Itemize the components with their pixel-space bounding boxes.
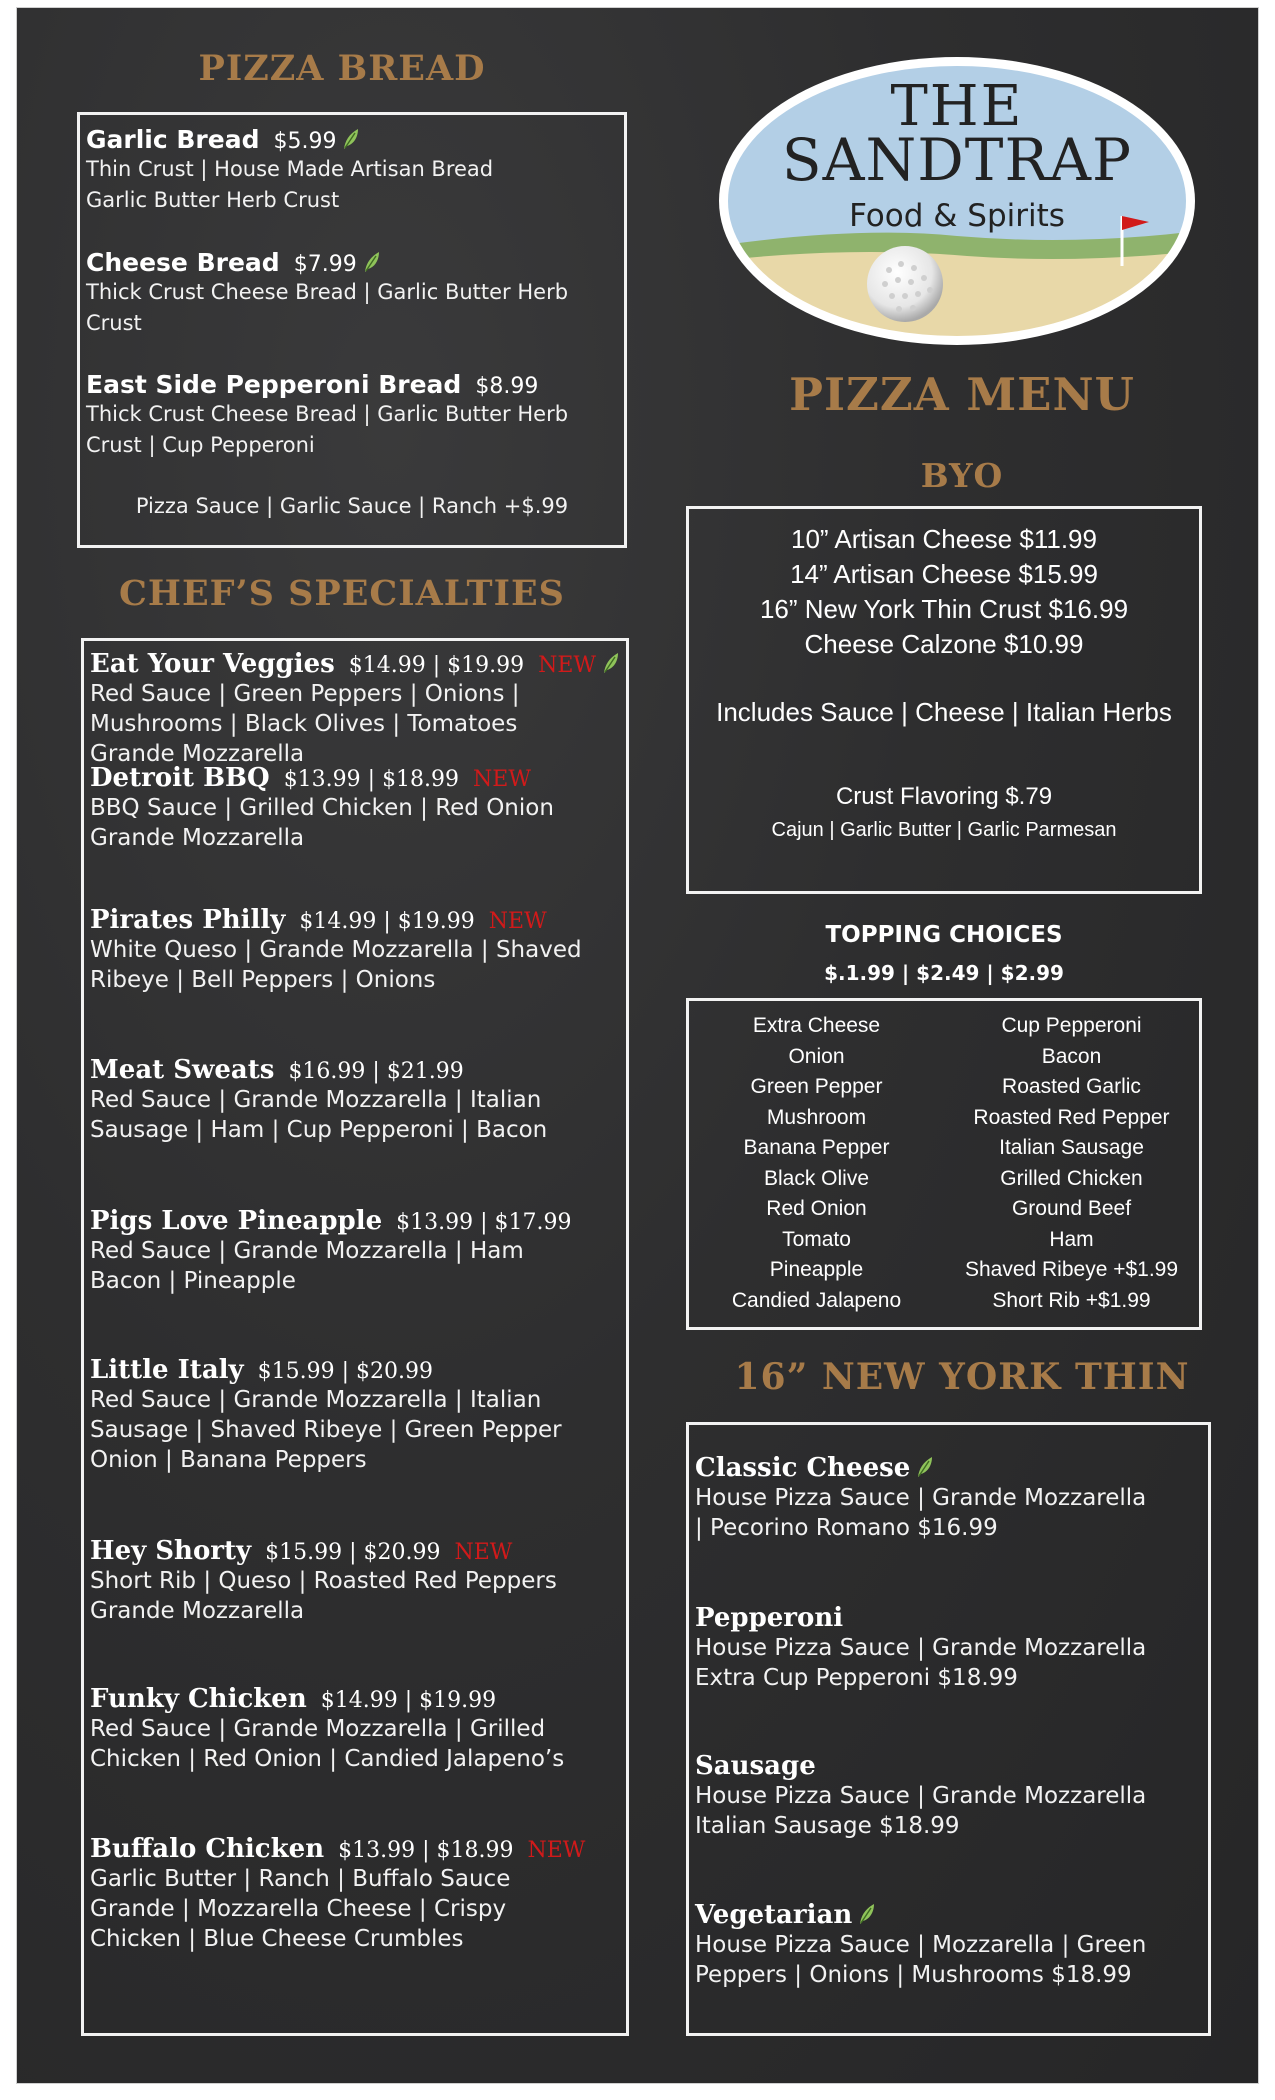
item-description: Red Sauce | Grande Mozzarella | Ham bbox=[90, 1238, 524, 1264]
item-price: $13.99 | $17.99 bbox=[396, 1210, 572, 1235]
item-price: $13.99 | $18.99 bbox=[338, 1838, 514, 1863]
topping-item: Onion bbox=[788, 1044, 845, 1068]
vegetarian-leaf-icon bbox=[602, 651, 620, 675]
logo-tagline: Food & Spirits bbox=[849, 198, 1065, 234]
sandtrap-logo bbox=[717, 56, 1197, 346]
item-description: Sausage | Shaved Ribeye | Green Pepper bbox=[90, 1417, 562, 1443]
item-description: Red Sauce | Grande Mozzarella | Italian bbox=[90, 1087, 542, 1113]
topping-item: Short Rib +$1.99 bbox=[992, 1288, 1151, 1312]
vegetarian-leaf-icon bbox=[363, 250, 381, 274]
topping-item: Roasted Red Pepper bbox=[973, 1105, 1170, 1129]
item-description: Thin Crust | House Made Artisan Bread bbox=[86, 157, 494, 181]
new-badge: NEW bbox=[527, 1838, 586, 1863]
byo-size-list bbox=[689, 522, 1199, 662]
specialty-title bbox=[90, 1684, 564, 1714]
item-price: $8.99 bbox=[475, 374, 539, 399]
specialty-title bbox=[90, 649, 620, 679]
specialty-title bbox=[90, 763, 554, 793]
item-description: House Pizza Sauce | Mozzarella | Green bbox=[695, 1932, 1147, 1958]
chefs-specialties-box bbox=[81, 638, 629, 2036]
item-description: Crust | Cup Pepperoni bbox=[86, 433, 315, 457]
byo-includes: Includes Sauce | Cheese | Italian Herbs bbox=[716, 697, 1172, 727]
new-badge: NEW bbox=[488, 909, 547, 934]
topping-item: Black Olive bbox=[763, 1166, 870, 1190]
item-description: Onion | Banana Peppers bbox=[90, 1447, 367, 1473]
item-price: $15.99 | $20.99 bbox=[265, 1540, 441, 1565]
topping-prices: $.1.99 | $2.49 | $2.99 bbox=[824, 961, 1064, 985]
specialty-item bbox=[90, 905, 582, 995]
topping-item: Italian Sausage bbox=[999, 1136, 1144, 1159]
item-description: Ribeye | Bell Peppers | Onions bbox=[90, 967, 436, 993]
topping-choices-heading: TOPPING CHOICES bbox=[825, 922, 1063, 948]
item-price: $7.99 bbox=[293, 252, 357, 277]
item-name: Garlic Bread bbox=[86, 125, 260, 154]
ny-thin-item bbox=[695, 1453, 1146, 1543]
menu-board bbox=[17, 8, 1258, 2083]
ny-thin-box bbox=[686, 1422, 1211, 2036]
item-name: Funky Chicken bbox=[90, 1684, 307, 1714]
pizza-bread-item bbox=[86, 248, 568, 339]
ny-thin-item bbox=[695, 1603, 1146, 1693]
item-description: Red Sauce | Grande Mozzarella | Italian bbox=[90, 1387, 542, 1413]
chefs-specialties-heading: CHEF’S SPECIALTIES bbox=[119, 573, 565, 614]
item-name: Pepperoni bbox=[695, 1603, 844, 1633]
item-name: Detroit BBQ bbox=[90, 763, 270, 793]
topping-item: Banana Pepper bbox=[743, 1136, 890, 1159]
ny-thin-heading: 16” NEW YORK THIN bbox=[734, 1356, 1190, 1398]
item-description: Mushrooms | Black Olives | Tomatoes bbox=[90, 711, 518, 737]
specialty-item bbox=[90, 1055, 547, 1145]
ny-thin-title bbox=[695, 1453, 1146, 1483]
item-description: Grande Mozzarella bbox=[90, 741, 305, 767]
item-price: $16.99 | $21.99 bbox=[288, 1059, 464, 1084]
specialty-title bbox=[90, 1206, 571, 1236]
specialty-item bbox=[90, 649, 620, 769]
topping-item: Bacon bbox=[1041, 1044, 1102, 1068]
specialty-title bbox=[90, 1536, 557, 1566]
pizza-bread-item bbox=[86, 125, 493, 216]
specialty-item bbox=[90, 1834, 585, 1954]
specialty-title bbox=[90, 905, 582, 935]
logo-title-line2: SANDTRAP bbox=[781, 126, 1133, 194]
item-description: House Pizza Sauce | Grande Mozzarella bbox=[695, 1485, 1147, 1511]
item-description: White Queso | Grande Mozzarella | Shaved bbox=[90, 937, 582, 963]
pizza-bread-item bbox=[86, 370, 568, 461]
item-description: Sausage | Ham | Cup Pepperoni | Bacon bbox=[90, 1117, 548, 1143]
specialty-item bbox=[90, 1206, 571, 1296]
item-description: Bacon | Pineapple bbox=[90, 1268, 296, 1294]
byo-size-item: 10” Artisan Cheese $11.99 bbox=[791, 524, 1097, 554]
item-name: Pigs Love Pineapple bbox=[90, 1206, 383, 1236]
item-price: $14.99 | $19.99 bbox=[299, 909, 475, 934]
item-description: Garlic Butter | Ranch | Buffalo Sauce bbox=[90, 1866, 511, 1892]
item-description: Grande Mozzarella bbox=[90, 1598, 305, 1624]
toppings-left-column bbox=[689, 1011, 944, 1316]
crust-flavoring-options: Cajun | Garlic Butter | Garlic Parmesan bbox=[771, 819, 1117, 841]
item-name: Sausage bbox=[695, 1751, 816, 1781]
item-price: $13.99 | $18.99 bbox=[283, 767, 460, 792]
topping-item: Pineapple bbox=[769, 1258, 864, 1281]
item-name: Pirates Philly bbox=[90, 905, 286, 935]
item-description: Grande Mozzarella bbox=[90, 825, 305, 851]
item-name: Vegetarian bbox=[695, 1900, 853, 1930]
topping-item: Cup Pepperoni bbox=[1001, 1014, 1142, 1037]
item-description: House Pizza Sauce | Grande Mozzarella bbox=[695, 1635, 1147, 1661]
item-name: Classic Cheese bbox=[695, 1453, 911, 1483]
item-description: Extra Cup Pepperoni $18.99 bbox=[695, 1665, 1018, 1691]
item-description: Peppers | Onions | Mushrooms $18.99 bbox=[695, 1962, 1132, 1988]
item-description: Thick Crust Cheese Bread | Garlic Butter Herb bbox=[86, 402, 569, 426]
topping-item: Tomato bbox=[782, 1227, 851, 1251]
byo-box bbox=[686, 506, 1202, 894]
byo-heading: BYO bbox=[920, 456, 1004, 495]
item-description: Crust bbox=[86, 311, 142, 335]
item-description: Red Sauce | Grande Mozzarella | Grilled bbox=[90, 1716, 546, 1742]
item-name: Cheese Bread bbox=[86, 248, 280, 277]
specialty-item bbox=[90, 1536, 557, 1626]
byo-size-item: 14” Artisan Cheese $15.99 bbox=[790, 559, 1098, 589]
item-description: Short Rib | Queso | Roasted Red Peppers bbox=[90, 1568, 557, 1594]
vegetarian-leaf-icon bbox=[858, 1902, 876, 1926]
ny-thin-title bbox=[695, 1603, 1146, 1633]
crust-flavoring-label: Crust Flavoring $.79 bbox=[835, 783, 1053, 810]
item-price: $5.99 bbox=[273, 129, 337, 154]
pizza-bread-box bbox=[77, 112, 627, 548]
ny-thin-item bbox=[695, 1751, 1146, 1841]
item-name: East Side Pepperoni Bread bbox=[86, 370, 462, 399]
specialty-item bbox=[90, 763, 554, 853]
topping-item: Mushroom bbox=[766, 1105, 867, 1129]
item-description: House Pizza Sauce | Grande Mozzarella bbox=[695, 1783, 1147, 1809]
item-description: Italian Sausage $18.99 bbox=[695, 1813, 960, 1839]
ny-thin-title bbox=[695, 1751, 1146, 1781]
topping-item: Extra Cheese bbox=[752, 1014, 881, 1037]
topping-item: Red Onion bbox=[766, 1197, 867, 1220]
item-description: Chicken | Red Onion | Candied Jalapeno’s bbox=[90, 1746, 565, 1772]
item-description: Thick Crust Cheese Bread | Garlic Butter Herb bbox=[86, 280, 569, 304]
topping-item: Green Pepper bbox=[750, 1075, 883, 1098]
topping-item: Grilled Chicken bbox=[1000, 1166, 1143, 1190]
new-badge: NEW bbox=[538, 653, 597, 678]
new-badge: NEW bbox=[473, 767, 531, 792]
ny-thin-item bbox=[695, 1900, 1146, 1990]
vegetarian-leaf-icon bbox=[916, 1455, 934, 1479]
item-description: Red Sauce | Green Peppers | Onions | bbox=[90, 681, 520, 707]
item-name: Eat Your Veggies bbox=[90, 649, 335, 679]
specialty-title bbox=[90, 1834, 585, 1864]
item-name: Little Italy bbox=[90, 1355, 244, 1385]
topping-item: Ham bbox=[1049, 1227, 1094, 1251]
specialty-item bbox=[90, 1684, 564, 1774]
item-description: | Pecorino Romano $16.99 bbox=[695, 1515, 998, 1541]
logo-title-line1: THE bbox=[890, 74, 1024, 139]
byo-size-item: Cheese Calzone $10.99 bbox=[804, 629, 1084, 659]
item-price: $14.99 | $19.99 bbox=[348, 653, 525, 678]
item-name: Buffalo Chicken bbox=[90, 1834, 325, 1864]
new-badge: NEW bbox=[454, 1540, 513, 1565]
ny-thin-title bbox=[695, 1900, 1146, 1930]
vegetarian-leaf-icon bbox=[342, 127, 360, 151]
item-price: $15.99 | $20.99 bbox=[257, 1359, 434, 1384]
pizza-menu-heading: PIZZA MENU bbox=[789, 368, 1135, 421]
item-description: Garlic Butter Herb Crust bbox=[86, 188, 340, 212]
sauce-options: Pizza Sauce | Garlic Sauce | Ranch +$.99 bbox=[135, 494, 569, 518]
item-description: BBQ Sauce | Grilled Chicken | Red Onion bbox=[90, 795, 554, 821]
specialty-item bbox=[90, 1355, 562, 1475]
item-name: Hey Shorty bbox=[90, 1536, 252, 1566]
topping-item: Roasted Garlic bbox=[1002, 1075, 1141, 1098]
specialty-title bbox=[90, 1355, 562, 1385]
pizza-bread-heading: PIZZA BREAD bbox=[198, 48, 486, 89]
item-name: Meat Sweats bbox=[90, 1055, 275, 1085]
byo-size-item: 16” New York Thin Crust $16.99 bbox=[759, 594, 1129, 624]
topping-item: Ground Beef bbox=[1011, 1197, 1132, 1220]
topping-item: Shaved Ribeye +$1.99 bbox=[964, 1258, 1179, 1281]
toppings-box bbox=[686, 998, 1202, 1330]
specialty-title bbox=[90, 1055, 547, 1085]
item-price: $14.99 | $19.99 bbox=[320, 1688, 497, 1713]
topping-item: Candied Jalapeno bbox=[731, 1288, 902, 1312]
item-description: Chicken | Blue Cheese Crumbles bbox=[90, 1926, 464, 1952]
item-description: Grande | Mozzarella Cheese | Crispy bbox=[90, 1896, 507, 1922]
toppings-right-column bbox=[944, 1011, 1199, 1316]
